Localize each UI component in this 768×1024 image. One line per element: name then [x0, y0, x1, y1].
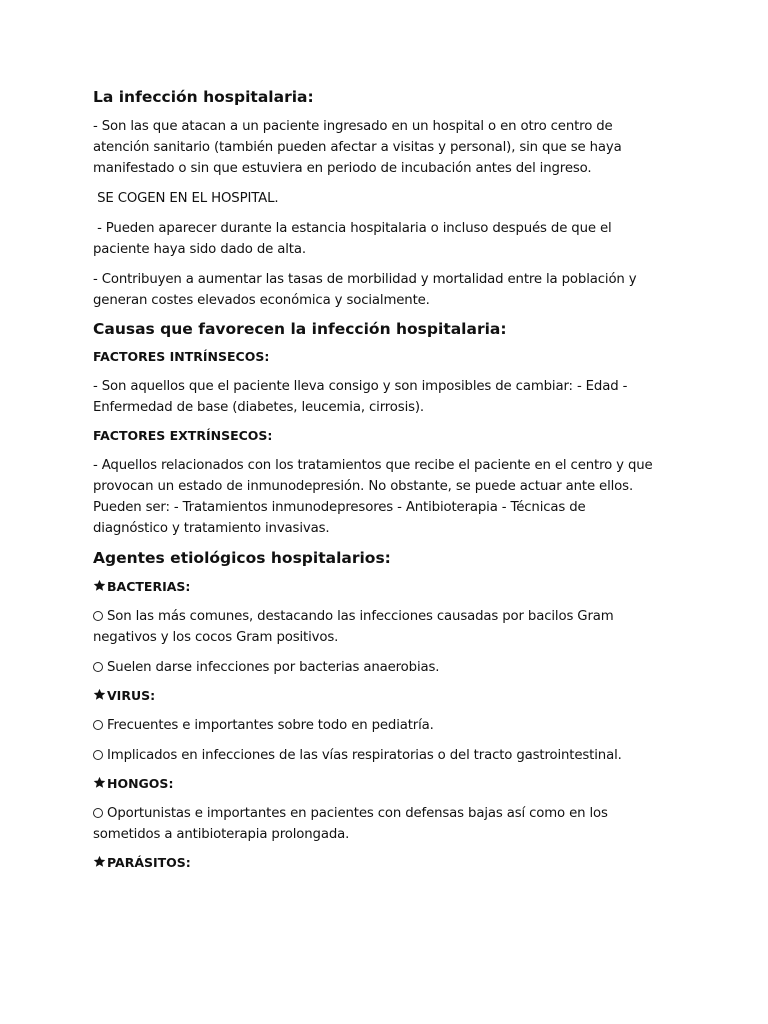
text-line: - Son aquellos que el paciente lleva consigo y son imposibles de cambiar: - Edad - — [93, 379, 628, 394]
text-line — [93, 657, 673, 678]
text-line: Frecuentes e importantes sobre todo en pediatría. — [107, 718, 434, 733]
heading-text: PARÁSITOS: — [107, 855, 191, 870]
text-line: Implicados en infecciones de las vías respiratorias o del tracto gastrointestinal. — [107, 748, 622, 763]
text-line: diagnóstico y tratamiento invasivas. — [93, 521, 330, 536]
text-line: - Aquellos relacionados con los tratamientos que recibe el paciente en el centro y que — [93, 458, 653, 473]
text-line: - Contribuyen a aumentar las tasas de morbilidad y mortalidad entre la población y — [93, 272, 637, 287]
heading-hongos — [93, 775, 673, 793]
text-line: Suelen darse infecciones por bacterias anaerobias. — [107, 660, 440, 675]
text-line: Son las más comunes, destacando las infecciones causadas por bacilos Gram — [107, 609, 614, 624]
circle-bullet-icon — [93, 808, 103, 818]
heading-text: VIRUS: — [107, 688, 156, 703]
text-line — [93, 606, 673, 627]
heading-infeccion-hospitalaria: La infección hospitalaria: — [93, 88, 314, 106]
star-icon — [93, 579, 107, 592]
circle-bullet-icon — [93, 720, 103, 730]
text-line: manifestado o sin que estuviera en periodo de incubación antes del ingreso. — [93, 161, 592, 176]
paragraph-morbilidad — [93, 269, 673, 311]
paragraph-se-cogen — [93, 188, 673, 209]
circle-bullet-icon — [93, 750, 103, 760]
text-line: Oportunistas e importantes en pacientes con defensas bajas así como en los — [107, 806, 608, 821]
text-line: SE COGEN EN EL HOSPITAL. — [93, 191, 279, 206]
text-line: - Son las que atacan a un paciente ingresado en un hospital o en otro centro de — [93, 119, 613, 134]
text-line: atención sanitario (también pueden afectar a visitas y personal), sin que se haya — [93, 140, 622, 155]
heading-text: BACTERIAS: — [107, 579, 191, 594]
text-line — [93, 803, 673, 824]
text-line: generan costes elevados económica y socialmente. — [93, 293, 430, 308]
paragraph-definicion — [93, 116, 673, 179]
text-line: provocan un estado de inmunodepresión. No obstante, se puede actuar ante ellos. — [93, 479, 634, 494]
heading-bacterias — [93, 578, 673, 596]
heading-virus — [93, 687, 673, 705]
paragraph-intrinsecos — [93, 376, 673, 418]
heading-parasitos — [93, 854, 673, 872]
heading-agentes: Agentes etiológicos hospitalarios: — [93, 549, 391, 567]
circle-bullet-icon — [93, 662, 103, 672]
text-line: - Pueden aparecer durante la estancia hospitalaria o incluso después de que el — [93, 221, 612, 236]
list-item-virus-2 — [93, 745, 673, 766]
paragraph-extrinsecos — [93, 455, 673, 539]
star-icon — [93, 776, 107, 789]
text-line: sometidos a antibioterapia prolongada. — [93, 827, 350, 842]
heading-factores-intrinsecos: FACTORES INTRÍNSECOS: — [93, 349, 270, 364]
text-line: negativos y los cocos Gram positivos. — [93, 630, 339, 645]
text-line — [93, 715, 673, 736]
text-line — [93, 745, 673, 766]
document-page — [93, 86, 673, 882]
text-line: Enfermedad de base (diabetes, leucemia, cirrosis). — [93, 400, 425, 415]
star-icon — [93, 688, 107, 701]
text-line: Pueden ser: - Tratamientos inmunodepresores - Antibioterapia - Técnicas de — [93, 500, 586, 515]
circle-bullet-icon — [93, 611, 103, 621]
heading-text: HONGOS: — [107, 776, 174, 791]
list-item-bacterias-1 — [93, 606, 673, 648]
heading-causas: Causas que favorecen la infección hospitalaria: — [93, 320, 507, 338]
heading-factores-extrinsecos: FACTORES EXTRÍNSECOS: — [93, 428, 273, 443]
star-icon — [93, 855, 107, 868]
list-item-bacterias-2 — [93, 657, 673, 678]
list-item-virus-1 — [93, 715, 673, 736]
text-line: paciente haya sido dado de alta. — [93, 242, 306, 257]
list-item-hongos-1 — [93, 803, 673, 845]
paragraph-aparicion — [93, 218, 673, 260]
